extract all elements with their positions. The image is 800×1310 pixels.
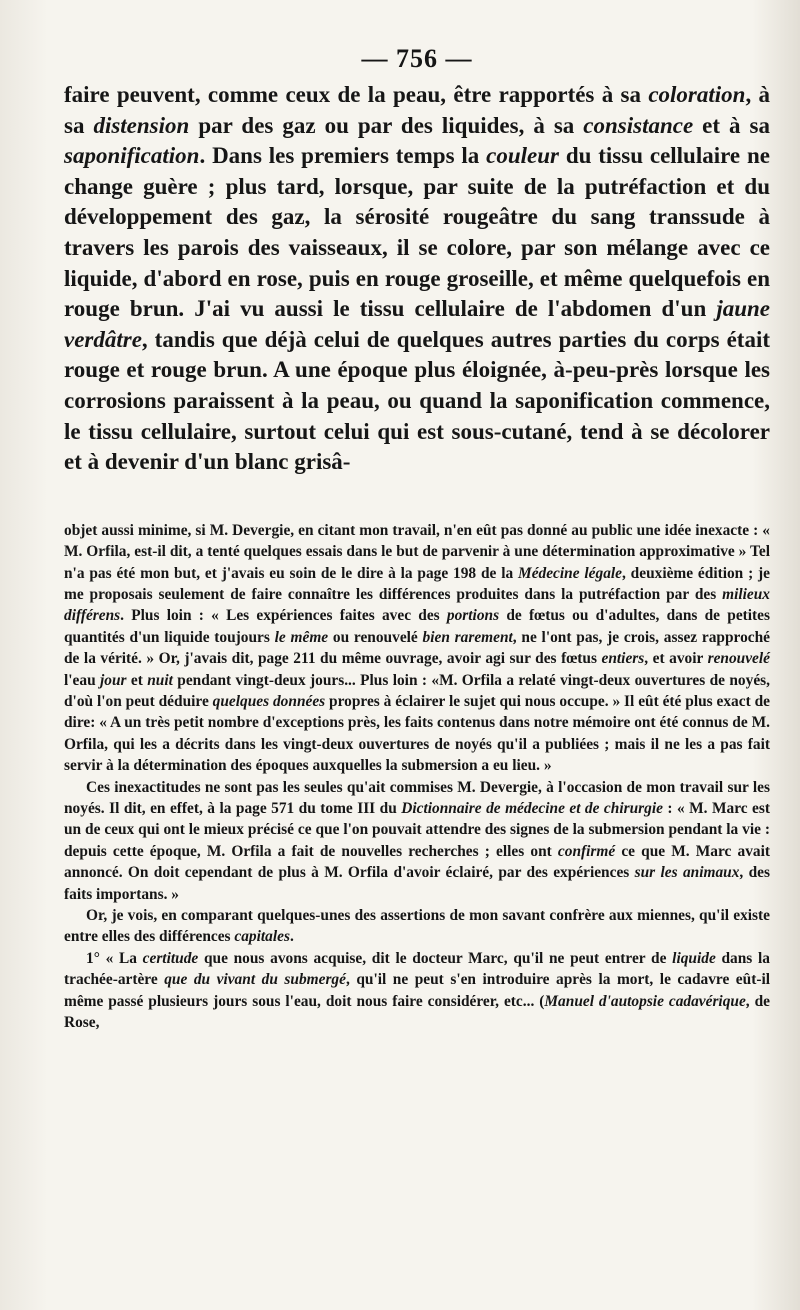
text-run: ce que M. Marc avait annoncé. On doit cependant de plus à M. Orfila d'avoir éclairé, par des expériences <box>64 842 770 882</box>
italic-term: distension <box>93 112 190 138</box>
italic-term: Manuel d'autopsie cadavérique <box>544 992 746 1010</box>
text-run: : « M. Marc est un de ceux qui ont le mieux précisé ce que l'on pouvait attendre des signes de la submersion pendant la vie : depuis cette époque, M. Orfila a fait de nouvelles recherches ; elles ont <box>64 800 771 860</box>
italic-term: renouvelé <box>707 650 770 668</box>
text-run: , deuxième édition ; je me proposais seulement de faire connaître les différences produites dans la putréfaction par des <box>64 564 770 603</box>
italic-term: nuit <box>147 671 173 689</box>
italic-term: jour <box>100 671 127 689</box>
text-run: , de Rose, <box>64 992 770 1032</box>
italic-term: jaune verdâtre <box>64 296 770 352</box>
text-run: , ne l'ont pas, je crois, assez rapproché de la vérité. » Or, j'avais dit, page 211 du même ouvrage, avoir agi sur des fœtus <box>64 628 770 668</box>
footnote-paragraph-3 <box>64 905 770 948</box>
text-run: ou renouvelé <box>328 628 423 646</box>
italic-term: couleur <box>486 143 559 169</box>
text-run: dans la trachée-artère <box>64 949 770 989</box>
text-run: propres à éclairer le sujet qui nous occupe. » Il eût été plus exact de dire: « A un très petit nombre d'exceptions près, les faits contenus dans notre mémoire ont été connus de M. Orfila, qui les a décrits dans les vingt-deux ouvertures de noyés qu'il a publiées ; mais il ne les a pas fait servir à la détermination des époques auxquelles la submersion a eu lieu. » <box>64 692 770 775</box>
text-run: , et avoir <box>644 650 708 668</box>
italic-term: quelques données <box>212 692 326 710</box>
text-run: par des gaz ou par des liquides, à sa <box>189 112 584 138</box>
italic-term: Médecine légale <box>518 564 622 582</box>
text-run: , tandis que déjà celui de quelques autres parties du corps était rouge et rouge brun. A une époque plus éloignée, à-peu-près lorsque les corrosions paraissent à la peau, ou quand la saponification commence, le tissu cellulaire, surtout celui qui est sous-cutané, tend à se décolorer et à devenir d'un blanc grisâ- <box>64 326 770 475</box>
main-paragraph <box>64 80 770 478</box>
italic-term: saponification <box>64 143 200 169</box>
italic-term: Dictionnaire de médecine et de chirurgie <box>401 800 663 817</box>
text-run: , qu'il ne peut s'en introduire après la mort, le cadavre eût-il même passé plusieurs jours sous l'eau, doit nous faire considérer, etc... ( <box>64 971 771 1010</box>
text-run: du tissu cellulaire ne change guère ; plus tard, lorsque, par suite de la putréfaction et du développement des gaz, la sérosité rougeâtre du sang transsude à travers les parois des vaisseaux, il se colore, par son mélange avec ce liquide, d'abord en rose, puis en rouge groseille, et même quelquefois en rouge brun. J'ai vu aussi le tissu cellulaire de l'abdomen d'un <box>64 143 770 322</box>
text-run: Or, je vois, en comparant quelques-unes des assertions de mon savant confrère aux miennes, qu'il existe entre elles des différences <box>64 907 770 946</box>
text-run: et <box>126 671 148 689</box>
footnotes <box>64 520 770 1034</box>
text-run: . Plus loin : « Les expériences faites avec des <box>120 607 447 625</box>
italic-term: que du vivant du submergé <box>164 971 346 989</box>
italic-term: milieux différens <box>64 585 770 625</box>
text-run: Ces inexactitudes ne sont pas les seules qu'ait commises M. Devergie, à l'occasion de mon travail sur les noyés. Il dit, en effet, à la page 571 du tome III du <box>64 778 770 817</box>
italic-term: capitales <box>234 928 290 946</box>
text-run: objet aussi minime, si M. Devergie, en citant mon travail, n'en eût pas donné au public une idée inexacte : « M. Orfila, est-il dit, a tenté quelques essais dans le but de parvenir à une détermination approximative » Tel n'a pas été mon but, et j'avais eu soin de le dire à la page 198 de la <box>64 521 770 582</box>
text-run: et à sa <box>693 112 770 138</box>
text-run: 1° « La <box>86 949 143 967</box>
main-text <box>64 80 770 478</box>
page-number: — 756 — <box>361 44 473 73</box>
text-run: pendant vingt-deux jours... Plus loin : «M. Orfila a relaté vingt-deux ouvertures de noyés, d'où l'on peut déduire <box>64 671 770 710</box>
italic-term: certitude <box>142 949 199 967</box>
text-run: de fœtus ou d'adultes, dans de petites quantités d'un liquide toujours <box>64 607 770 646</box>
text-run: que nous avons acquise, dit le docteur Marc, qu'il ne peut entrer de <box>198 949 673 967</box>
text-run: , des faits importans. » <box>64 864 770 903</box>
text-run: l'eau <box>64 671 101 689</box>
text-run: , à sa <box>64 82 771 138</box>
text-run: faire peuvent, comme ceux de la peau, être rapportés à sa <box>64 82 649 107</box>
italic-term: entiers <box>601 650 645 668</box>
footnote-paragraph-1 <box>64 520 770 777</box>
footnote-paragraph-2 <box>64 777 770 905</box>
italic-term: bien rarement <box>422 628 513 646</box>
italic-term: consistance <box>583 112 694 138</box>
italic-term: coloration <box>648 82 746 107</box>
footnote-paragraph-4 <box>64 948 770 1034</box>
italic-term: sur les animaux <box>634 864 740 882</box>
italic-term: liquide <box>672 949 716 967</box>
italic-term: le même <box>274 628 329 646</box>
text-run: . <box>289 928 294 946</box>
text-run: . Dans les premiers temps la <box>199 143 487 169</box>
italic-term: portions <box>446 607 500 625</box>
italic-term: confirmé <box>557 842 616 860</box>
